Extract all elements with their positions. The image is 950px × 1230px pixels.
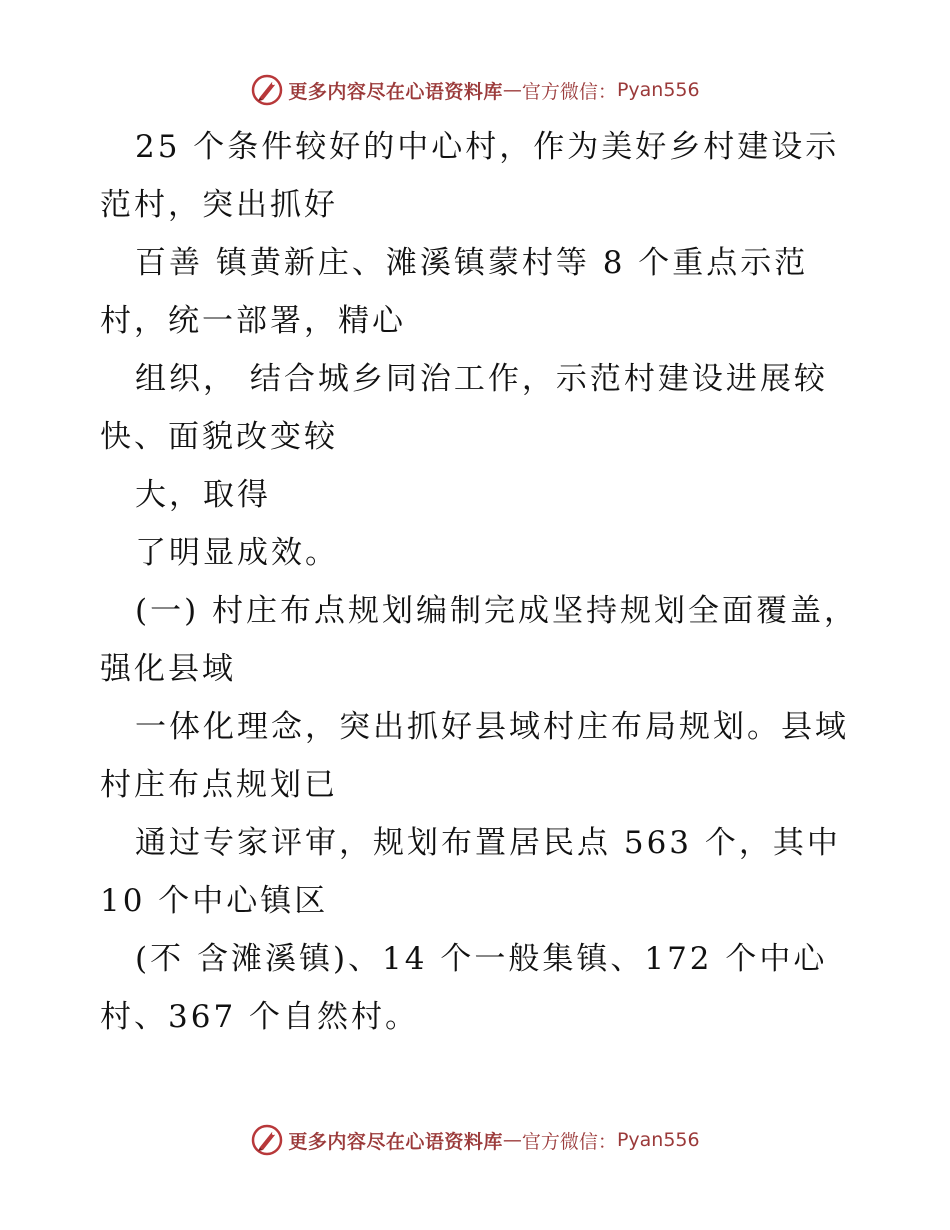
body-line: (不 含滩溪镇)、14 个一般集镇、172 个中心 xyxy=(135,941,828,977)
pen-logo-icon xyxy=(250,73,284,107)
body-line: 村庄布点规划已 xyxy=(100,767,338,803)
body-line: 一体化理念，突出抓好县域村庄布局规划。县域 xyxy=(135,709,849,745)
banner-brand-text: 更多内容尽在心语资料库 xyxy=(288,1130,503,1153)
body-line: 百善 镇黄新庄、滩溪镇蒙村等 8 个重点示范 xyxy=(135,245,809,281)
body-line: 强化县域 xyxy=(100,651,236,687)
banner-contact-id: Pyan556 xyxy=(616,1129,700,1151)
banner-separator: — xyxy=(502,1129,522,1151)
body-line: (一) 村庄布点规划编制完成坚持规划全面覆盖， xyxy=(135,593,859,629)
body-line: 了明显成效。 xyxy=(135,535,339,571)
banner-contact-id: Pyan556 xyxy=(616,79,700,101)
body-line: 范村，突出抓好 xyxy=(100,187,338,223)
body-line: 10 个中心镇区 xyxy=(100,883,329,919)
body-line: 大，取得 xyxy=(135,477,271,513)
pen-logo-icon xyxy=(250,1123,284,1157)
body-line: 快、面貌改变较 xyxy=(100,419,338,455)
banner-contact-label: 官方微信： xyxy=(521,80,617,103)
banner-separator: — xyxy=(502,79,522,101)
body-line: 村、367 个自然村。 xyxy=(100,999,420,1035)
banner-brand-text: 更多内容尽在心语资料库 xyxy=(288,80,503,103)
body-line: 25 个条件较好的中心村，作为美好乡村建设示 xyxy=(135,129,840,165)
footer-watermark-banner xyxy=(0,1120,950,1160)
banner-contact-label: 官方微信： xyxy=(521,1130,617,1153)
body-line: 组织， 结合城乡同治工作，示范村建设进展较 xyxy=(135,361,828,397)
body-line: 通过专家评审，规划布置居民点 563 个，其中 xyxy=(135,825,841,861)
body-line: 村，统一部署，精心 xyxy=(100,303,406,339)
header-watermark-banner xyxy=(0,70,950,110)
